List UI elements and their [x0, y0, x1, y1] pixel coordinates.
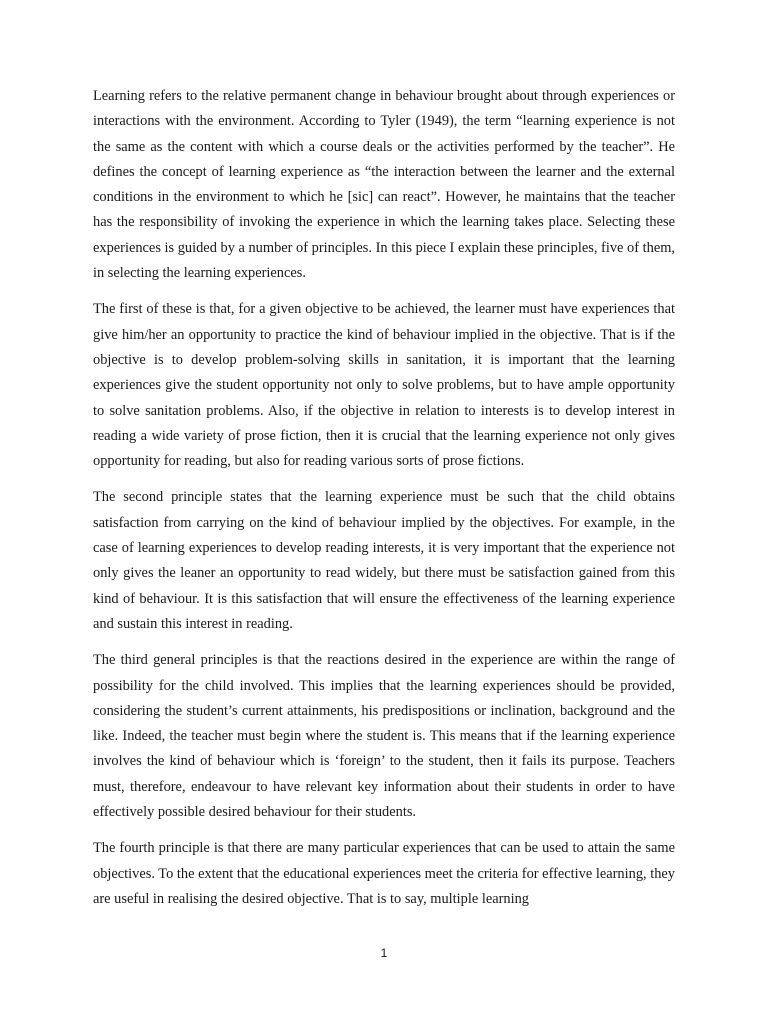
paragraph-first-principle: The first of these is that, for a given objective to be achieved, the learner must have experiences that give him/her an opportunity to practice the kind of behaviour implied in the objective. That is if the objective is to develop problem-solving skills in sanitation, it is important that the learning experiences give the student opportunity not only to solve problems, but to have ample opportunity to solve sanitation problems. Also, if the objective in relation to interests is to develop interest in reading a wide variety of prose fiction, then it is crucial that the learning experience not only gives opportunity for reading, but also for reading various sorts of prose fictions.: [93, 301, 675, 470]
page-number: 1: [380, 946, 388, 960]
paragraph-second-principle: The second principle states that the learning experience must be such that the child obtains satisfaction from carrying on the kind of behaviour implied by the objectives. For example, in the case of learning experiences to develop reading interests, it is very important that the experience not only gives the leaner an opportunity to read widely, but there must be satisfaction gained from this kind of behaviour. It is this satisfaction that will ensure the effectiveness of the learning experience and sustain this interest in reading.: [93, 489, 675, 632]
document-body: [93, 84, 675, 923]
paragraph-third-principle: The third general principles is that the reactions desired in the experience are within the range of possibility for the child involved. This implies that the learning experiences should be provided, considering the student’s current attainments, his predispositions or inclination, background and the like. Indeed, the teacher must begin where the student is. This means that if the learning experience involves the kind of behaviour which is ‘foreign’ to the student, then it fails its purpose. Teachers must, therefore, endeavour to have relevant key information about their students in order to have effectively possible desired behaviour for their students.: [93, 652, 675, 821]
paragraph-fourth-principle: The fourth principle is that there are many particular experiences that can be used to attain the same objectives. To the extent that the educational experiences meet the criteria for effective learning, they are useful in realising the desired objective. That is to say, multiple learning: [93, 840, 675, 907]
paragraph-introduction: Learning refers to the relative permanent change in behaviour brought about through experiences or interactions with the environment. According to Tyler (1949), the term “learning experience is not the same as the content with which a course deals or the activities performed by the teacher”. He defines the concept of learning experience as “the interaction between the learner and the external conditions in the environment to which he [sic] can react”. However, he maintains that the teacher has the responsibility of invoking the experience in which the learning takes place. Selecting these experiences is guided by a number of principles. In this piece I explain these principles, five of them, in selecting the learning experiences.: [93, 88, 675, 282]
